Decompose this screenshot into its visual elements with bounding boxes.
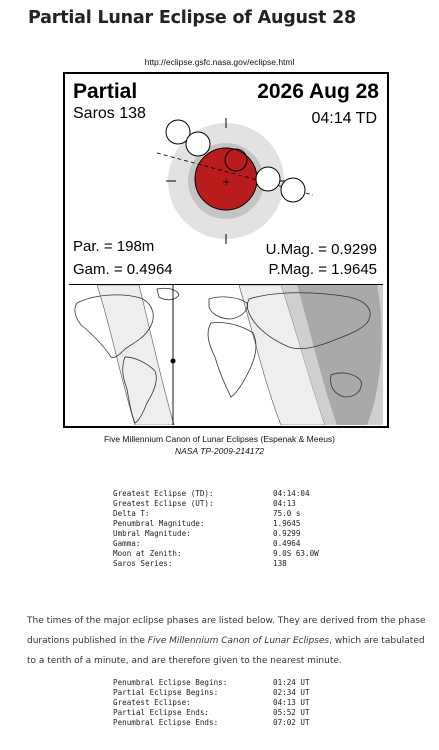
moon-position-p4 [281, 178, 305, 202]
detail-row-label: Delta T: [113, 509, 150, 518]
source-url: http://eclipse.gsfc.nasa.gov/eclipse.html [144, 57, 295, 67]
saros-number: Saros 138 [73, 105, 146, 122]
detail-row [113, 549, 353, 559]
phase-row-value: 01:24 UT [273, 678, 310, 687]
phase-row-label: Partial Eclipse Ends: [113, 708, 210, 717]
detail-row-value: 04:14:04 [273, 489, 310, 498]
detail-row [113, 539, 353, 549]
eclipse-type: Partial [73, 80, 138, 103]
penumbral-duration: Par. = 198m [73, 238, 155, 255]
page-title: Partial Lunar Eclipse of August 28 [28, 8, 357, 28]
eclipse-date: 2026 Aug 28 [257, 80, 379, 103]
phase-row-value: 05:52 UT [273, 708, 310, 717]
phase-row-label: Partial Eclipse Begins: [113, 688, 219, 697]
detail-row-value: 9.0S 63.0W [273, 549, 319, 558]
phase-row-label: Penumbral Eclipse Ends: [113, 718, 219, 727]
umbral-magnitude: U.Mag. = 0.9299 [265, 241, 377, 258]
phase-row [113, 708, 353, 718]
eclipse-phases-table [113, 678, 353, 728]
detail-row-value: 0.9299 [273, 529, 301, 538]
detail-row-label: Penumbral Magnitude: [113, 519, 205, 528]
paragraph-text-end: , which are tabulated to a tenth of a minute, and are therefore given to the nearest minute. [27, 636, 425, 666]
gamma-value: Gam. = 0.4964 [73, 261, 173, 278]
phase-row [113, 718, 353, 728]
phase-row [113, 678, 353, 688]
moon-zenith-marker [171, 359, 176, 364]
eclipse-details-table [113, 489, 353, 569]
detail-row [113, 519, 353, 529]
detail-row [113, 489, 353, 499]
phase-row [113, 698, 353, 708]
detail-row-value: 75.0 s [273, 509, 301, 518]
detail-row [113, 499, 353, 509]
figure-caption: Five Millennium Canon of Lunar Eclipses (Espenak & Meeus) [103, 434, 336, 444]
phase-row-value: 04:13 UT [273, 698, 310, 707]
phase-row-label: Penumbral Eclipse Begins: [113, 678, 228, 687]
penumbral-magnitude: P.Mag. = 1.9645 [268, 261, 377, 278]
figure-caption-reference: NASA TP-2009-214172 [175, 446, 264, 456]
phase-row-value: 02:34 UT [273, 688, 310, 697]
detail-row-label: Saros Series: [113, 559, 173, 568]
detail-row-label: Greatest Eclipse (TD): [113, 489, 214, 498]
detail-row-label: Moon at Zenith: [113, 549, 182, 558]
detail-row-value: 1.9645 [273, 519, 301, 528]
eclipse-time: 04:14 TD [311, 110, 377, 127]
detail-row-value: 0.4964 [273, 539, 301, 548]
eclipse-figure [63, 72, 389, 428]
detail-row-value: 138 [273, 559, 287, 568]
detail-row-value: 04:13 [273, 499, 296, 508]
detail-row [113, 509, 353, 519]
world-visibility-map [69, 284, 383, 425]
detail-row-label: Greatest Eclipse (UT): [113, 499, 214, 508]
detail-row-label: Umbral Magnitude: [113, 529, 191, 538]
moon-position-u1 [186, 132, 210, 156]
paragraph-text-start: The times of the major eclipse phases are listed below. They are derived from the phase durations published in the [27, 616, 426, 646]
detail-row [113, 529, 353, 539]
moon-position-u3 [256, 167, 280, 191]
phase-description-paragraph [27, 611, 427, 671]
detail-row [113, 559, 353, 569]
phase-row-value: 07:02 UT [273, 718, 310, 727]
phase-row-label: Greatest Eclipse: [113, 698, 191, 707]
moon-center-marker: + [222, 177, 231, 188]
detail-row-label: Gamma: [113, 539, 141, 548]
paragraph-book-title: Five Millennium Canon of Lunar Eclipses [147, 636, 330, 646]
phase-row [113, 688, 353, 698]
